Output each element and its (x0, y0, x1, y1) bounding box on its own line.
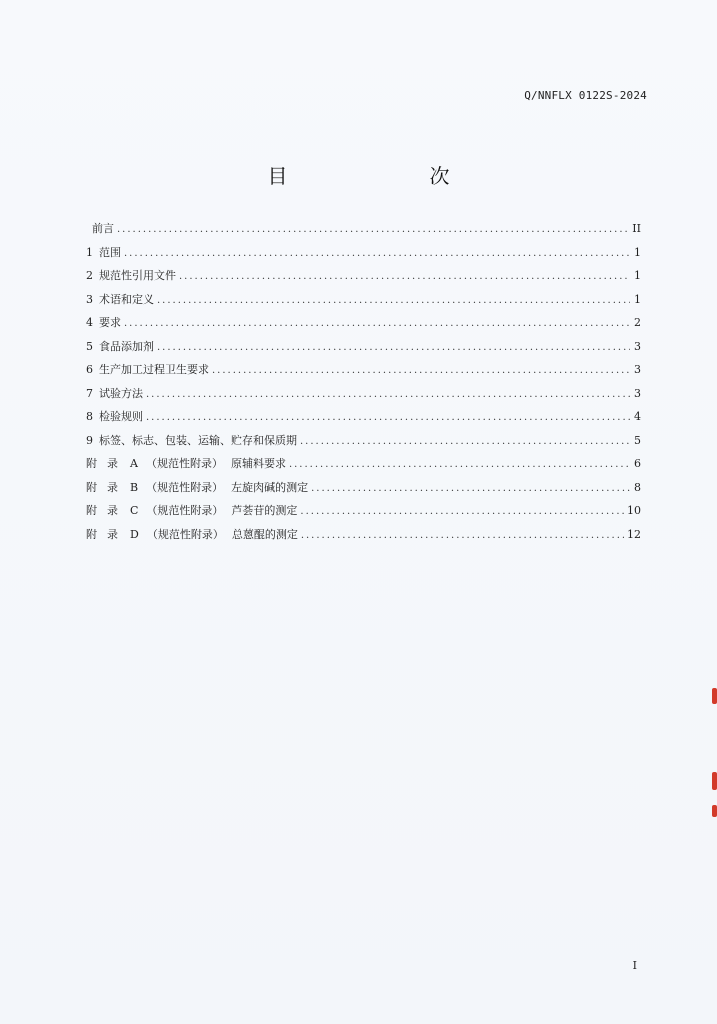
annex-letter: A (130, 457, 138, 470)
dot-leader (212, 365, 630, 376)
toc-entry-number: 7 (86, 386, 93, 400)
table-of-contents (86, 220, 641, 549)
dot-leader (146, 389, 630, 400)
toc-entry-page: 12 (627, 527, 641, 541)
toc-entry-scope[interactable] (86, 244, 641, 268)
toc-entry-text: 要求 (99, 316, 121, 329)
dot-leader (157, 295, 630, 306)
page-number: I (632, 959, 637, 972)
toc-entry-food-additives[interactable] (86, 338, 641, 362)
toc-entry-annex-c[interactable] (86, 502, 641, 526)
toc-entry-number: 1 (86, 245, 93, 259)
toc-entry-label (86, 502, 297, 518)
toc-entry-text: 左旋肉碱的测定 (231, 480, 309, 494)
toc-entry-label (86, 385, 143, 401)
toc-entry-page: 3 (634, 363, 641, 376)
toc-entry-page: II (632, 222, 641, 235)
toc-entry-page: 1 (634, 292, 641, 306)
toc-entry-page: 10 (627, 504, 641, 517)
toc-entry-hygiene-requirements[interactable] (86, 361, 641, 385)
dot-leader (289, 459, 630, 470)
dot-leader (300, 436, 630, 447)
dot-leader (124, 318, 630, 329)
toc-entry-text: 原辅料要求 (230, 457, 286, 470)
toc-entry-page: 8 (634, 480, 641, 494)
annex-letter: B (130, 480, 139, 494)
toc-entry-label (86, 291, 154, 307)
toc-entry-annex-b[interactable] (86, 479, 641, 503)
toc-entry-labeling-packaging[interactable] (86, 432, 641, 456)
toc-entry-text: 芦荟苷的测定 (231, 504, 298, 517)
toc-entry-number: 4 (86, 316, 93, 329)
dot-leader (179, 271, 630, 282)
toc-entry-text: 标签、标志、包装、运输、贮存和保质期 (99, 433, 297, 447)
annex-type: （规范性附录） (146, 504, 224, 517)
toc-entry-text: 食品添加剂 (99, 339, 154, 353)
toc-entry-terms-definitions[interactable] (86, 291, 641, 315)
toc-entry-number: 3 (86, 292, 93, 306)
toc-entry-number: 8 (86, 410, 93, 423)
toc-entry-page: 4 (634, 410, 641, 423)
toc-entry-text: 规范性引用文件 (99, 269, 176, 282)
annex-letter: C (130, 504, 139, 517)
toc-entry-label (86, 267, 176, 283)
toc-entry-text: 试验方法 (99, 386, 143, 400)
toc-entry-label (86, 408, 143, 424)
toc-entry-label (86, 526, 298, 542)
toc-entry-label (86, 220, 114, 236)
toc-entry-label (86, 432, 297, 448)
toc-entry-page: 3 (634, 339, 641, 353)
annex-word: 附录 (86, 457, 128, 470)
dot-leader (117, 224, 629, 235)
toc-entry-text: 术语和定义 (99, 292, 154, 306)
toc-entry-label (86, 338, 154, 354)
annex-letter: D (130, 527, 139, 541)
toc-entry-text: 前言 (92, 222, 114, 235)
dot-leader (157, 342, 630, 353)
annex-type: （规范性附录） (146, 527, 224, 541)
seal-edge-mark (712, 688, 717, 704)
toc-entry-page: 5 (634, 433, 641, 447)
toc-entry-annex-a[interactable] (86, 455, 641, 479)
annex-type: （规范性附录） (146, 480, 224, 494)
annex-word: 附录 (86, 504, 128, 517)
seal-edge-mark (712, 805, 717, 817)
toc-entry-foreword[interactable] (86, 220, 641, 244)
dot-leader (124, 248, 630, 259)
dot-leader (146, 412, 630, 423)
toc-entry-label (86, 455, 286, 471)
toc-entry-number: 2 (86, 269, 93, 282)
toc-entry-annex-d[interactable] (86, 526, 641, 550)
dot-leader (301, 530, 624, 541)
toc-entry-page: 6 (634, 457, 641, 470)
toc-entry-label (86, 244, 121, 260)
toc-entry-requirements[interactable] (86, 314, 641, 338)
toc-entry-number: 6 (86, 363, 93, 376)
toc-entry-text: 检验规则 (99, 410, 143, 423)
toc-entry-page: 2 (634, 316, 641, 329)
toc-entry-page: 3 (634, 386, 641, 400)
toc-entry-label (86, 479, 308, 495)
toc-entry-inspection-rules[interactable] (86, 408, 641, 432)
toc-entry-page: 1 (634, 245, 641, 259)
toc-entry-test-methods[interactable] (86, 385, 641, 409)
dot-leader (300, 506, 624, 517)
document-code: Q/NNFLX 0122S-2024 (524, 89, 647, 102)
toc-entry-label (86, 314, 121, 330)
toc-entry-number: 5 (86, 339, 93, 353)
toc-entry-text: 范围 (99, 245, 121, 259)
annex-word: 附录 (86, 527, 128, 541)
toc-entry-text: 总蒽醌的测定 (231, 527, 298, 541)
toc-entry-label (86, 361, 209, 377)
toc-title: 目 次 (267, 164, 484, 188)
toc-entry-text: 生产加工过程卫生要求 (99, 363, 209, 376)
annex-word: 附录 (86, 480, 128, 494)
toc-entry-page: 1 (634, 269, 641, 282)
toc-entry-number: 9 (86, 433, 93, 447)
seal-edge-mark (712, 772, 717, 790)
toc-entry-normative-references[interactable] (86, 267, 641, 291)
dot-leader (311, 483, 630, 494)
annex-type: （规范性附录） (145, 457, 223, 470)
